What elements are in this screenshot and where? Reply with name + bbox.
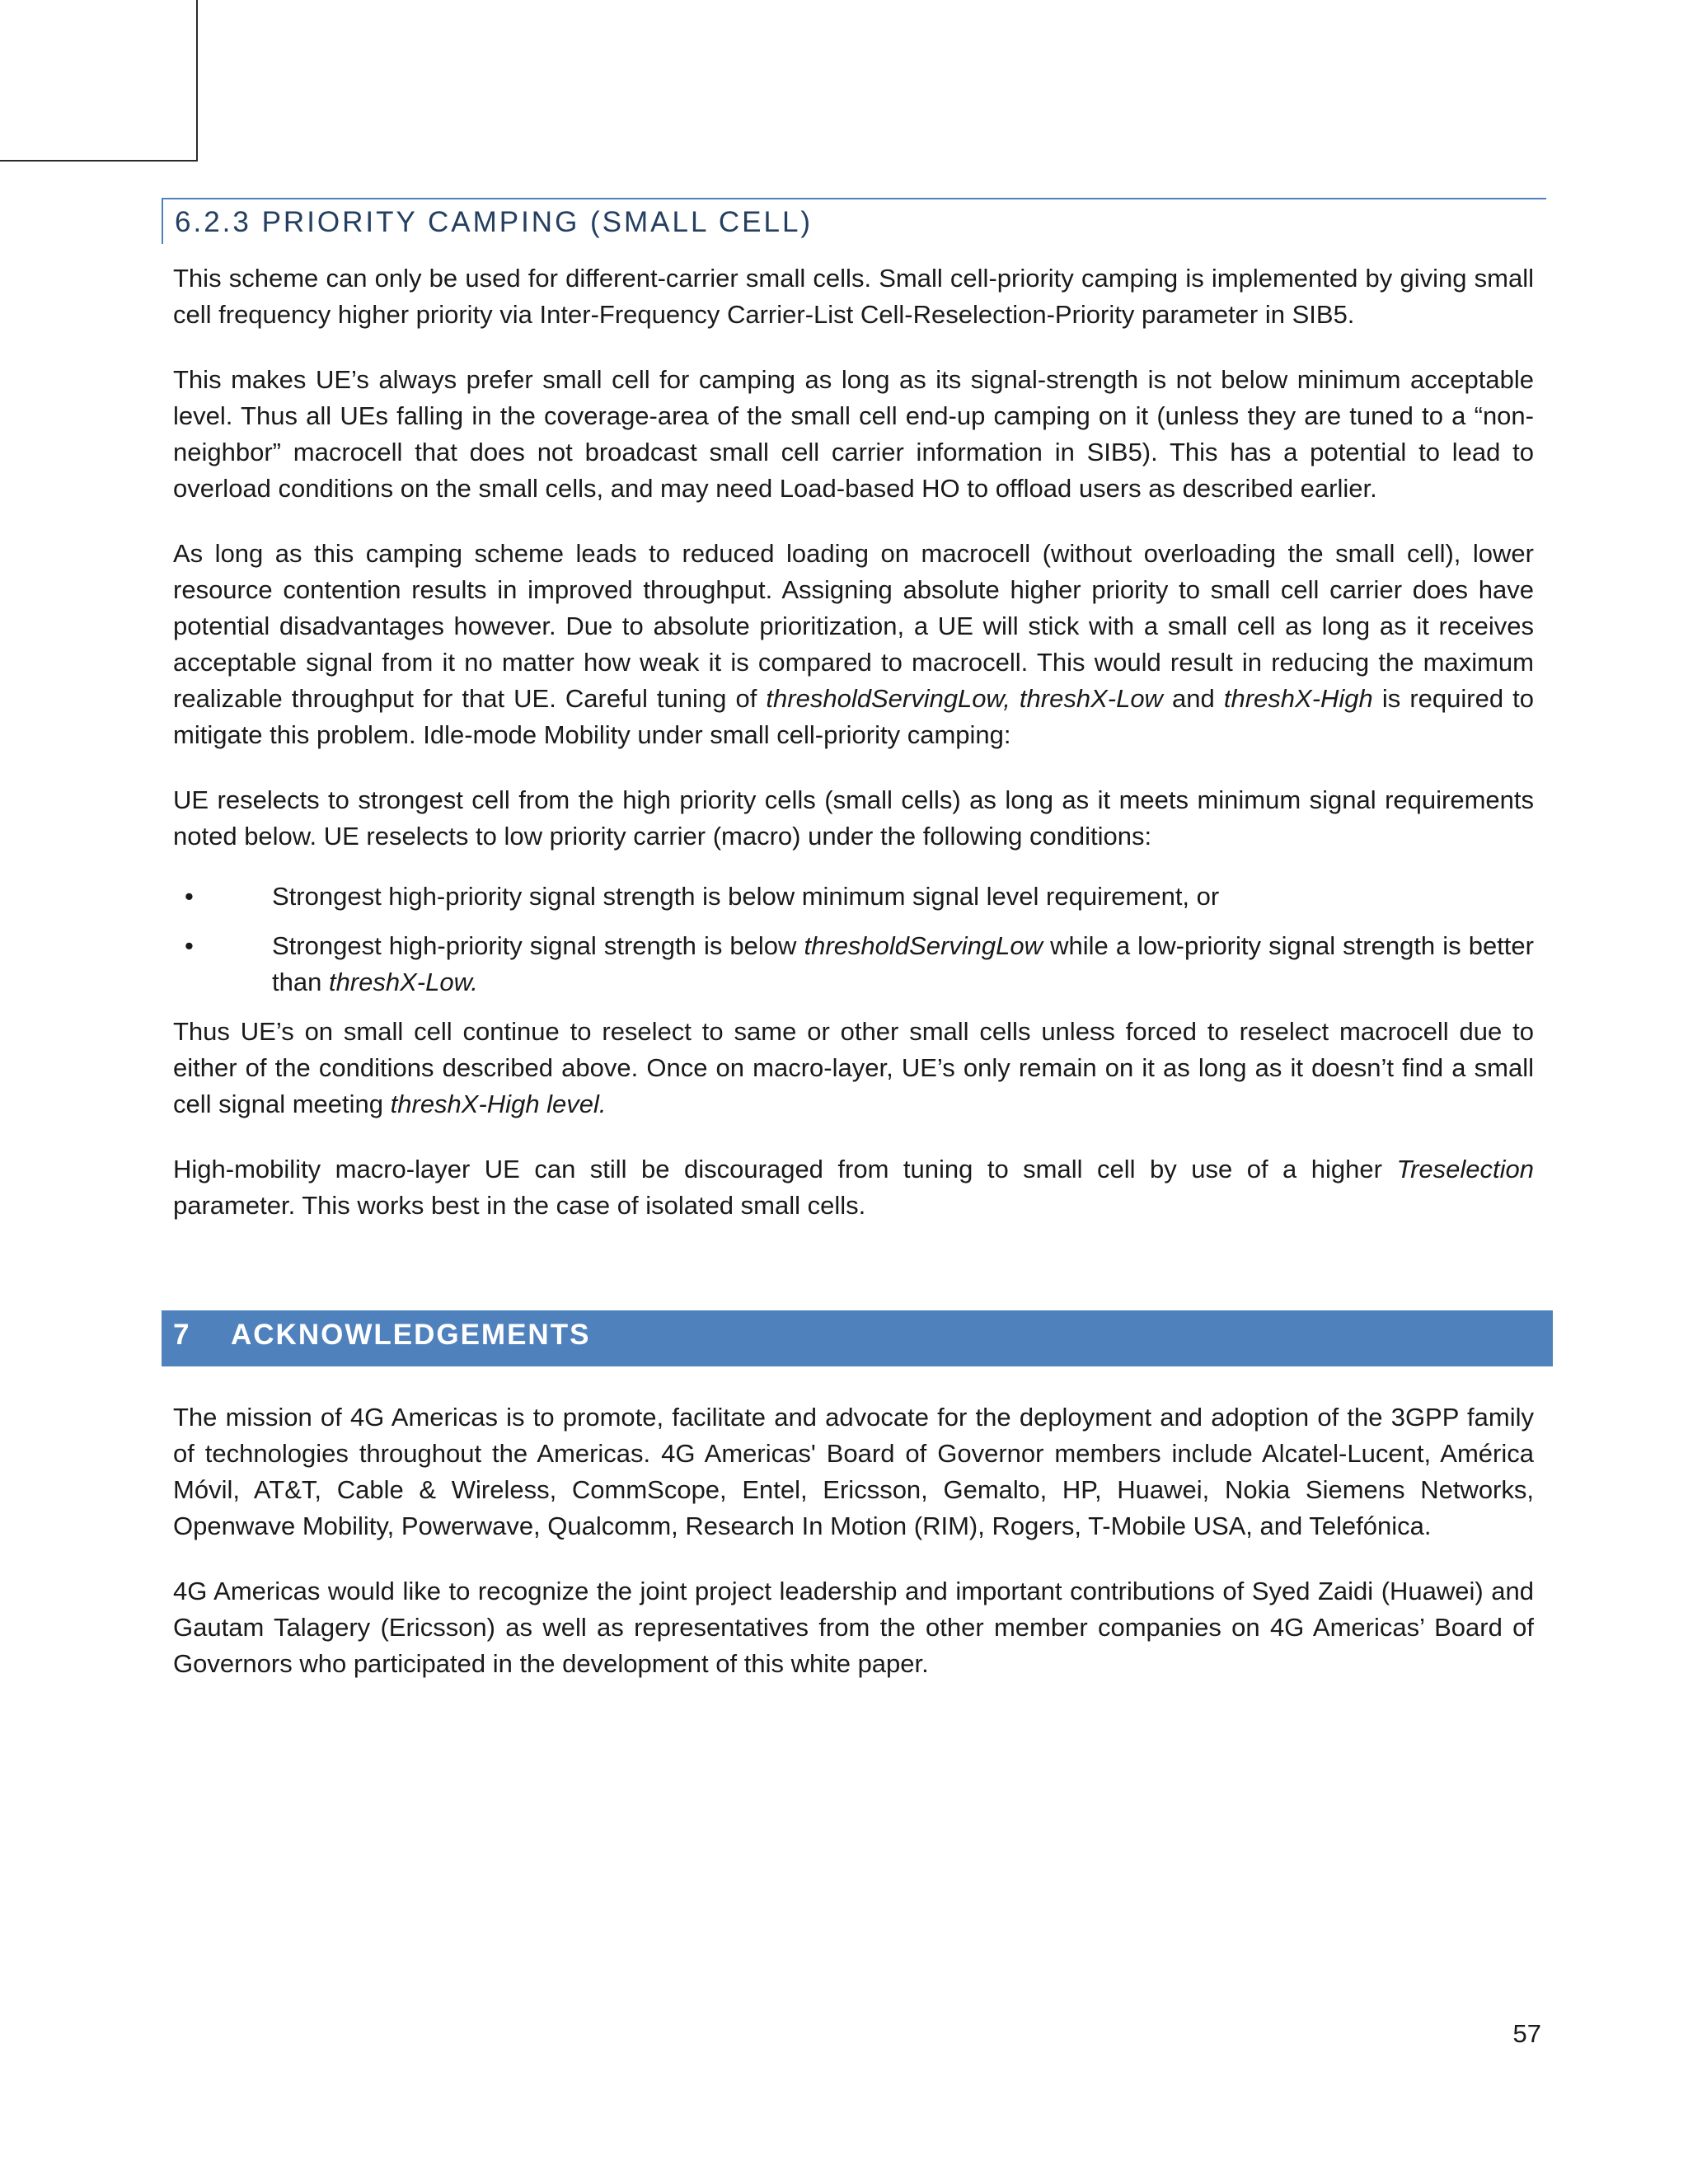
paragraph [162,1151,1546,1224]
text-run: Strongest high-priority signal strength is below [272,931,804,960]
param-name: Treselection [1396,1155,1534,1183]
text-run: and [1162,684,1224,713]
paragraph: The mission of 4G Americas is to promote, facilitate and advocate for the deployment and adoption of the 3GPP family of technologies throughout the Americas. 4G Americas' Board of Governor members include Alcatel-Lucent, América Móvil, AT&T, Cable & Wireless, CommScope, Entel, Ericsson, Gemalto, HP, Huawei, Nokia Siemens Networks, Openwave Mobility, Powerwave, Qualcomm, Research In Motion (RIM), Rogers, T-Mobile USA, and Telefónica. [173,1403,1534,1540]
list-item [173,928,1534,1001]
paragraph: UE reselects to strongest cell from the high priority cells (small cells) as long as it meets minimum signal requirements noted below. UE reselects to low priority carrier (macro) under the following conditions: [173,785,1534,851]
param-name: thresholdServingLow, threshX-Low [766,684,1163,713]
list-item: • Strongest high-priority signal strength is below minimum signal level requirement, or [173,879,1534,915]
text-run: parameter. This works best in the case of isolated small cells. [173,1191,866,1220]
text-run: is required to mitigate this problem. Idle-mode Mobility under small cell-priority camping: [173,684,1535,749]
text-run: Thus UE’s on small cell continue to reselect to same or other small cells unless forced to reselect macrocell due to either of the conditions described above. Once on macro-layer, UE’s only remain on it as long as it doesn’t find a small cell signal meeting [173,1017,1534,1118]
corner-frame [0,0,198,162]
param-name: threshX-Low. [328,968,478,996]
paragraph [162,1014,1546,1122]
paragraph: This makes UE’s always prefer small cell for camping as long as its signal-strength is not below minimum acceptable level. Thus all UEs falling in the coverage-area of the small cell end-up camping on it (unless they are tuned to a “non-neighbor” macrocell that does not broadcast small cell carrier information in SIB5). This has a potential to lead to overload conditions on the small cells, and may need Load-based HO to offload users as described earlier. [173,365,1534,503]
section-heading-6-2-3: 6.2.3 PRIORITY CAMPING (SMALL CELL) [162,198,1546,244]
text-run: while a low-priority signal strength is better than [272,931,1534,996]
text-run: As long as this camping scheme leads to reduced loading on macrocell (without overloading the small cell), lower resource contention results in improved throughput. Assigning absolute higher priority to small cell carrier does have potential disadvantages however. Due to absolute prioritization, a UE will stick with a small cell as long as it receives acceptable signal from it no matter how weak it is compared to macrocell. This would result in reducing the maximum realizable throughput for that UE. Careful tuning of [173,539,1534,713]
param-name: threshX-High level. [390,1090,607,1118]
page-content [162,198,1546,1711]
section-title: ACKNOWLEDGEMENTS [231,1319,591,1351]
param-name: threshX-High [1223,684,1373,713]
param-name: thresholdServingLow [804,931,1043,960]
paragraph: This scheme can only be used for different-carrier small cells. Small cell-priority camping is implemented by giving small cell frequency higher priority via Inter-Frequency Carrier-List Cell-Reselection-Priority parameter in SIB5. [173,264,1534,329]
text-run: High-mobility macro-layer UE can still be discouraged from tuning to small cell by use of a higher [173,1155,1397,1183]
page-number: 57 [1512,2019,1541,2048]
section-number: 7 [173,1319,191,1351]
paragraph [162,536,1546,753]
bullet-list [162,879,1546,1001]
paragraph: 4G Americas would like to recognize the joint project leadership and important contributions of Syed Zaidi (Huawei) and Gautam Talagery (Ericsson) as well as representatives from the other member companies on 4G Americas’ Board of Governors who participated in the development of this white paper. [173,1577,1534,1678]
section-heading-7 [162,1310,1553,1366]
